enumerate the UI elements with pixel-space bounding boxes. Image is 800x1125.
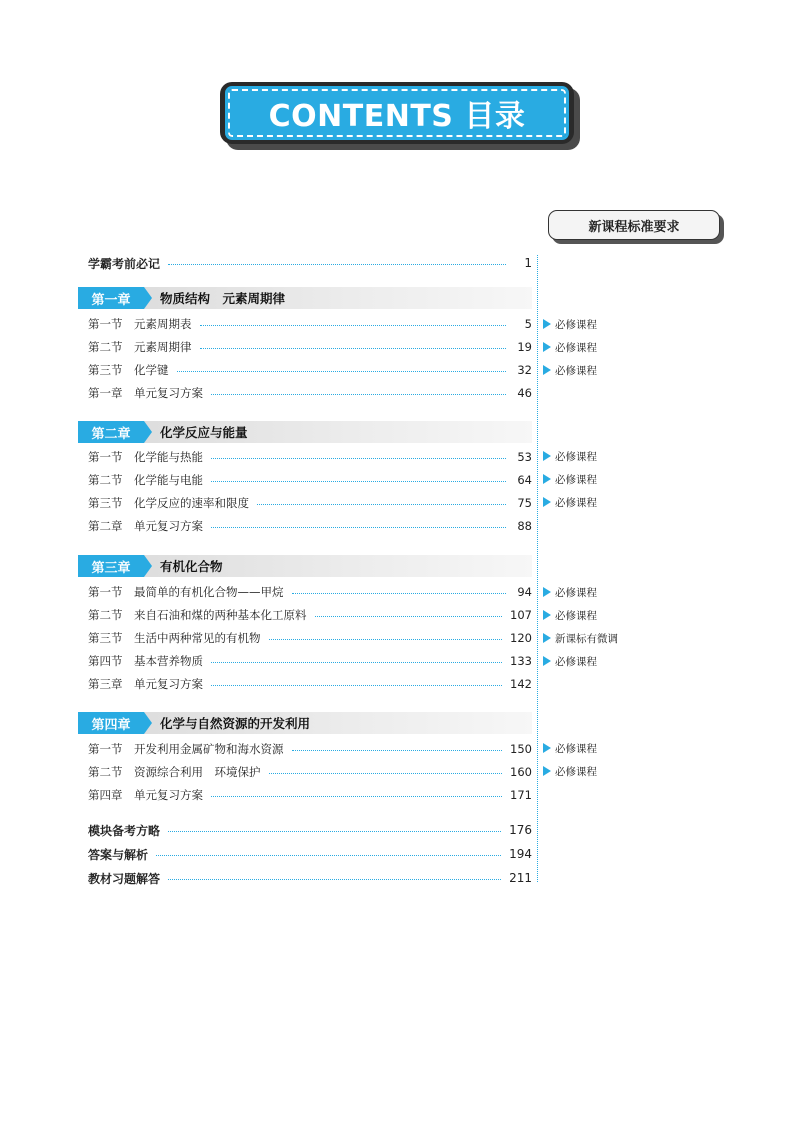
section-label: 第三章	[88, 677, 123, 691]
section-label: 第二章	[88, 519, 123, 533]
requirement-tag	[543, 585, 597, 599]
requirement-label: 新课标有微调	[555, 632, 618, 645]
dot-leader	[211, 527, 506, 528]
dot-leader	[200, 325, 507, 326]
toc-entry-title: 单元复习方案	[134, 386, 203, 400]
dot-leader	[200, 348, 507, 349]
toc-entry-title: 答案与解析	[88, 847, 149, 862]
triangle-right-icon	[543, 743, 551, 753]
requirement-tag	[543, 472, 597, 486]
dot-leader	[177, 371, 507, 372]
toc-entry-page: 133	[510, 654, 532, 668]
requirement-tag	[543, 608, 597, 622]
toc-entry-title: 教材习题解答	[88, 871, 161, 886]
chapter-tag: 第三章	[78, 555, 144, 577]
dot-leader	[257, 504, 506, 505]
dot-leader	[315, 616, 503, 617]
section-label: 第三节	[88, 496, 123, 510]
toc-entry-title: 最简单的有机化合物——甲烷	[134, 585, 284, 599]
toc-entry-page: 64	[517, 473, 532, 487]
requirement-column-header: 新课程标准要求	[548, 210, 720, 240]
dot-leader	[292, 750, 503, 751]
dot-leader	[211, 394, 506, 395]
triangle-right-icon	[543, 474, 551, 484]
toc-entry[interactable]	[88, 517, 532, 535]
triangle-right-icon	[543, 610, 551, 620]
toc-entry-title: 生活中两种常见的有机物	[134, 631, 261, 645]
dot-leader	[269, 773, 503, 774]
toc-entry[interactable]	[88, 583, 532, 601]
toc-entry-title: 化学能与电能	[134, 473, 203, 487]
requirement-label: 必修课程	[555, 473, 597, 486]
chapter-header-4[interactable]	[78, 712, 532, 734]
section-label: 第四节	[88, 654, 123, 668]
toc-entry[interactable]	[88, 471, 532, 489]
requirement-tag	[543, 340, 597, 354]
toc-entry-page: 211	[509, 871, 532, 885]
chapter-title: 有机化合物	[160, 559, 223, 574]
toc-entry-title: 元素周期律	[134, 340, 192, 354]
chapter-header-3[interactable]	[78, 555, 532, 577]
section-label: 第一节	[88, 585, 123, 599]
dot-leader	[211, 796, 502, 797]
requirement-label: 必修课程	[555, 765, 597, 778]
toc-entry-title: 化学键	[134, 363, 169, 377]
dot-leader	[211, 662, 502, 663]
toc-entry-title: 来自石油和煤的两种基本化工原料	[134, 608, 307, 622]
toc-entry-page: 75	[517, 496, 532, 510]
dot-leader	[156, 855, 501, 856]
page-title: CONTENTS 目录	[268, 99, 526, 134]
dot-leader	[211, 685, 502, 686]
section-label: 第二节	[88, 765, 123, 779]
toc-entry-title: 单元复习方案	[134, 677, 203, 691]
triangle-right-icon	[543, 633, 551, 643]
dot-leader	[168, 879, 501, 880]
chapter-title: 化学反应与能量	[160, 425, 248, 440]
toc-entry-appendix[interactable]	[88, 821, 532, 839]
toc-entry-title: 元素周期表	[134, 317, 192, 331]
toc-entry-page: 1	[524, 256, 532, 270]
dot-leader	[269, 639, 503, 640]
triangle-right-icon	[543, 451, 551, 461]
chapter-header-2[interactable]	[78, 421, 532, 443]
toc-entry[interactable]	[88, 675, 532, 693]
triangle-right-icon	[543, 497, 551, 507]
requirement-tag	[543, 363, 597, 377]
requirement-label: 必修课程	[555, 496, 597, 509]
toc-entry-page: 194	[509, 847, 532, 861]
toc-entry-title: 单元复习方案	[134, 788, 203, 802]
toc-entry[interactable]	[88, 384, 532, 402]
requirement-tag	[543, 449, 597, 463]
requirement-label: 必修课程	[555, 609, 597, 622]
section-label: 第一节	[88, 317, 123, 331]
toc-entry-title: 开发利用金属矿物和海水资源	[134, 742, 284, 756]
toc-entry[interactable]	[88, 740, 532, 758]
title-banner	[220, 82, 574, 144]
title-banner-inner	[228, 89, 566, 137]
section-label: 第二节	[88, 473, 123, 487]
section-label: 第二节	[88, 340, 123, 354]
toc-entry-appendix[interactable]	[88, 845, 532, 863]
toc-entry-page: 19	[517, 340, 532, 354]
toc-entry-page: 160	[510, 765, 532, 779]
dot-leader	[168, 831, 501, 832]
requirement-label: 必修课程	[555, 364, 597, 377]
section-label: 第一节	[88, 450, 123, 464]
section-label: 第三节	[88, 363, 123, 377]
toc-entry-page: 120	[510, 631, 532, 645]
requirement-tag	[543, 317, 597, 331]
triangle-right-icon	[543, 766, 551, 776]
chapter-tag: 第一章	[78, 287, 144, 309]
toc-entry-page: 46	[517, 386, 532, 400]
dot-leader	[211, 481, 506, 482]
dot-leader	[211, 458, 506, 459]
requirement-label: 必修课程	[555, 450, 597, 463]
toc-entry-page: 88	[517, 519, 532, 533]
chapter-title: 化学与自然资源的开发利用	[160, 716, 311, 731]
section-label: 第三节	[88, 631, 123, 645]
requirement-tag	[543, 741, 597, 755]
toc-entry-title: 学霸考前必记	[88, 256, 161, 271]
toc-entry-appendix[interactable]	[88, 869, 532, 887]
toc-entry-page: 53	[517, 450, 532, 464]
column-divider	[537, 255, 538, 882]
toc-entry-page: 150	[510, 742, 532, 756]
toc-entry-page: 5	[524, 317, 532, 331]
toc-entry-title: 资源综合利用 环境保护	[134, 765, 261, 779]
triangle-right-icon	[543, 656, 551, 666]
chapter-tag: 第二章	[78, 421, 144, 443]
toc-entry-title: 化学反应的速率和限度	[134, 496, 249, 510]
toc-entry[interactable]	[88, 606, 532, 624]
toc-entry[interactable]	[88, 361, 532, 379]
toc-entry[interactable]	[88, 338, 532, 356]
requirement-label: 必修课程	[555, 318, 597, 331]
section-label: 第一章	[88, 386, 123, 400]
toc-entry-page: 107	[510, 608, 532, 622]
section-label: 第一节	[88, 742, 123, 756]
toc-entry-title: 单元复习方案	[134, 519, 203, 533]
toc-entry[interactable]	[88, 763, 532, 781]
chapter-header-1[interactable]	[78, 287, 532, 309]
triangle-right-icon	[543, 319, 551, 329]
section-label: 第四章	[88, 788, 123, 802]
dot-leader	[292, 593, 507, 594]
toc-entry-title: 基本营养物质	[134, 654, 203, 668]
toc-entry-page: 94	[517, 585, 532, 599]
requirement-tag	[543, 764, 597, 778]
toc-entry-title: 化学能与热能	[134, 450, 203, 464]
toc-entry-page: 32	[517, 363, 532, 377]
toc-entry-intro[interactable]	[88, 254, 532, 272]
requirement-tag	[543, 654, 597, 668]
toc-entry[interactable]	[88, 448, 532, 466]
section-label: 第二节	[88, 608, 123, 622]
toc-entry[interactable]	[88, 786, 532, 804]
chapter-title: 物质结构 元素周期律	[160, 291, 286, 306]
triangle-right-icon	[543, 365, 551, 375]
requirement-tag	[543, 495, 597, 509]
toc-entry[interactable]	[88, 315, 532, 333]
toc-entry-page: 171	[510, 788, 532, 802]
dot-leader	[168, 264, 506, 265]
requirement-label: 必修课程	[555, 341, 597, 354]
toc-entry-title: 模块备考方略	[88, 823, 161, 838]
requirement-label: 必修课程	[555, 655, 597, 668]
toc-entry[interactable]	[88, 494, 532, 512]
requirement-label: 必修课程	[555, 742, 597, 755]
toc-entry-page: 176	[509, 823, 532, 837]
triangle-right-icon	[543, 342, 551, 352]
requirement-tag	[543, 631, 618, 645]
requirement-label: 必修课程	[555, 586, 597, 599]
toc-entry[interactable]	[88, 629, 532, 647]
toc-entry-page: 142	[510, 677, 532, 691]
triangle-right-icon	[543, 587, 551, 597]
chapter-tag: 第四章	[78, 712, 144, 734]
toc-entry[interactable]	[88, 652, 532, 670]
